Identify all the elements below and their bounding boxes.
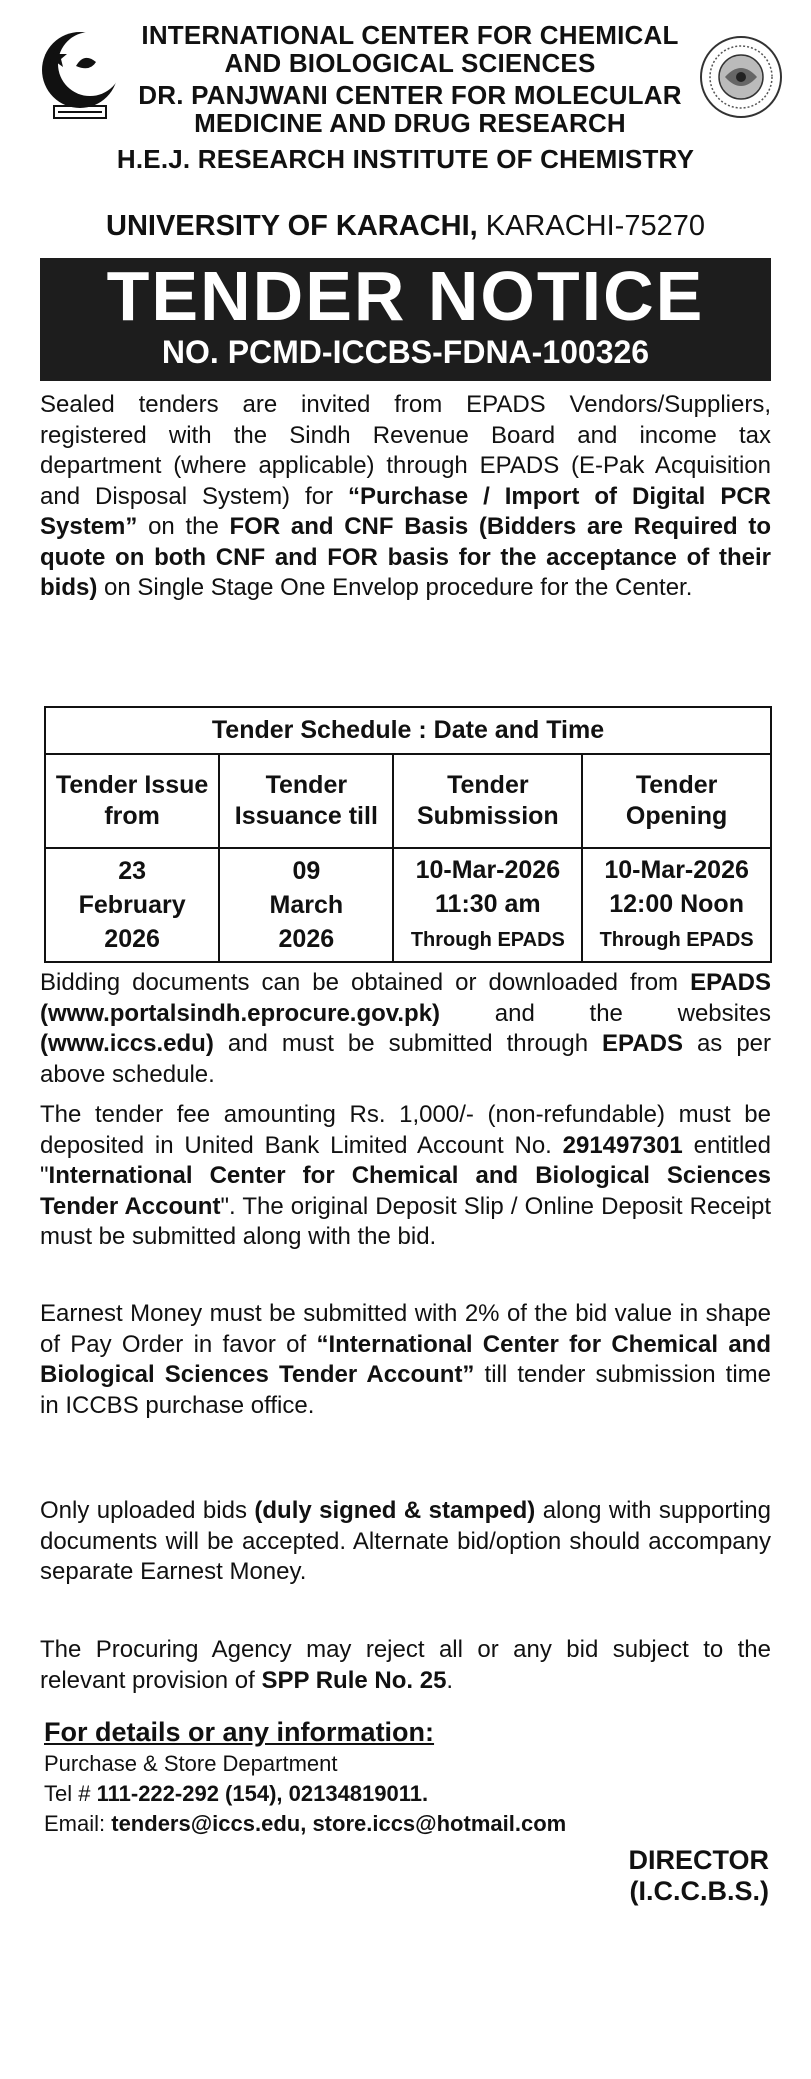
header-text: Opening xyxy=(625,802,728,830)
schedule-title: Tender Schedule : Date and Time xyxy=(45,707,771,754)
schedule-header xyxy=(582,754,771,848)
fee-text: The tender fee amounting Rs. 1,000/- (non-refundable) must be deposited in United Bank Limited Account No. xyxy=(40,1101,771,1159)
tender-schedule-table xyxy=(44,706,772,963)
cell-text: February xyxy=(78,891,186,919)
signatory-title: DIRECTOR xyxy=(628,1845,769,1875)
email-addresses: tenders@iccs.edu, store.iccs@hotmail.com xyxy=(111,1811,567,1836)
header-text: Tender xyxy=(265,771,348,799)
earnest-money-paragraph xyxy=(40,1299,771,1421)
email-line xyxy=(44,1810,566,1838)
earnest-payee: “International Center for Chemical and Biological Sciences Tender Account” xyxy=(40,1330,771,1388)
intro-text-2: on the xyxy=(137,513,230,540)
spp-rule: SPP Rule No. 25 xyxy=(261,1666,447,1694)
cell-text: 12:00 Noon xyxy=(609,890,744,918)
header-text: Tender Issue xyxy=(55,771,209,799)
reject-text: . xyxy=(446,1666,454,1694)
schedule-header xyxy=(393,754,582,848)
bidding-text: as per above schedule. xyxy=(40,1030,771,1088)
bidding-text: and must be submitted through xyxy=(213,1030,603,1057)
cell-text: 2026 xyxy=(278,925,335,953)
university-name: UNIVERSITY OF KARACHI, xyxy=(106,210,478,242)
intro-paragraph xyxy=(40,390,771,604)
header-text: Submission xyxy=(417,802,559,830)
website-link: (www.iccs.edu) xyxy=(40,1030,214,1057)
header-line-5: H.E.J. RESEARCH INSTITUTE OF CHEMISTRY xyxy=(116,144,695,174)
earnest-text: till tender submission time in ICCBS purchase office. xyxy=(40,1361,771,1419)
bidding-text: and the websites xyxy=(440,999,771,1027)
city-postcode: KARACHI-75270 xyxy=(485,210,705,242)
schedule-cell xyxy=(393,848,582,962)
cell-text: Through EPADS xyxy=(410,929,565,951)
signatory-org: (I.C.C.B.S.) xyxy=(629,1876,769,1906)
account-title: International Center for Chemical and Biological Sciences Tender Account xyxy=(40,1162,771,1220)
schedule-cell xyxy=(45,848,219,962)
header-line-1: INTERNATIONAL CENTER FOR CHEMICAL xyxy=(141,20,679,50)
schedule-cell xyxy=(582,848,771,962)
header-line-4: MEDICINE AND DRUG RESEARCH xyxy=(194,108,626,138)
header-text: Tender xyxy=(447,771,529,799)
intro-bold-basis: FOR and CNF Basis (Bidders are Required to quote on both CNF and FOR basis for the acceptance of their bids) xyxy=(40,513,772,601)
intro-text-3: on Single Stage One Envelop procedure for the Center. xyxy=(97,574,693,601)
header-text: Issuance till xyxy=(234,802,378,830)
bidding-paragraph xyxy=(40,968,771,1090)
tel-label: Tel # xyxy=(44,1781,97,1806)
cell-text: 2026 xyxy=(104,925,160,953)
telephone-numbers: 111-222-292 (154), 02134819011. xyxy=(96,1781,429,1806)
tender-number: NO. PCMD-ICCBS-FDNA-100326 xyxy=(161,334,650,370)
cell-text: 23 xyxy=(118,857,147,885)
university-line xyxy=(40,210,771,242)
university-logo xyxy=(36,26,124,122)
schedule-cell xyxy=(219,848,393,962)
signed-stamped-note: (duly signed & stamped) xyxy=(254,1497,536,1524)
schedule-header xyxy=(45,754,219,848)
epads-text: EPADS xyxy=(602,1030,683,1057)
intro-bold-item: “Purchase / Import of Digital PCR System” xyxy=(40,482,771,540)
header-text: from xyxy=(104,802,160,830)
details-title: For details or any information: xyxy=(44,1717,435,1747)
telephone-line xyxy=(44,1780,428,1808)
header-line-3: DR. PANJWANI CENTER FOR MOLECULAR xyxy=(138,80,682,110)
tender-banner xyxy=(40,258,771,381)
reject-text: The Procuring Agency may reject all or any bid subject to the relevant provision of xyxy=(40,1636,771,1694)
rejection-paragraph xyxy=(40,1635,771,1696)
schedule-header xyxy=(219,754,393,848)
banner-title: TENDER NOTICE xyxy=(106,257,705,335)
department-name: Purchase & Store Department xyxy=(44,1751,338,1776)
cell-text: 11:30 am xyxy=(435,890,541,918)
uploaded-text: Only uploaded bids xyxy=(40,1497,255,1524)
bidding-text: Bidding documents can be obtained or downloaded from xyxy=(40,969,691,996)
uploaded-text: along with supporting documents will be accepted. Alternate bid/option should accompany separate Earnest Money. xyxy=(40,1497,772,1585)
iccbs-seal-logo xyxy=(697,33,785,121)
email-label: Email: xyxy=(44,1811,112,1836)
cell-text: 10-Mar-2026 xyxy=(415,856,561,884)
cell-text: March xyxy=(269,891,344,919)
account-number: 291497301 xyxy=(562,1131,683,1159)
fee-text: entitled " xyxy=(40,1131,771,1189)
intro-text-1: Sealed tenders are invited from EPADS Vendors/Suppliers, registered with the Sindh Revenue Board and income tax department (where applicable) through EPADS (E-Pak Acquisition and Disposal System) for xyxy=(40,391,771,510)
epads-link: EPADS (www.portalsindh.eprocure.gov.pk) xyxy=(40,969,771,1027)
earnest-text: Earnest Money must be submitted with 2% of the bid value in shape of Pay Order in favor of xyxy=(40,1300,771,1358)
fee-text: ". The original Deposit Slip / Online Deposit Receipt must be submitted along with the bid. xyxy=(40,1192,771,1250)
fee-paragraph xyxy=(40,1100,771,1253)
header-text: Tender xyxy=(635,771,718,799)
cell-text: 10-Mar-2026 xyxy=(604,856,749,884)
header-line-2: AND BIOLOGICAL SCIENCES xyxy=(224,48,596,78)
cell-text: Through EPADS xyxy=(599,929,754,951)
cell-text: 09 xyxy=(292,857,321,885)
uploaded-bids-paragraph xyxy=(40,1496,771,1588)
